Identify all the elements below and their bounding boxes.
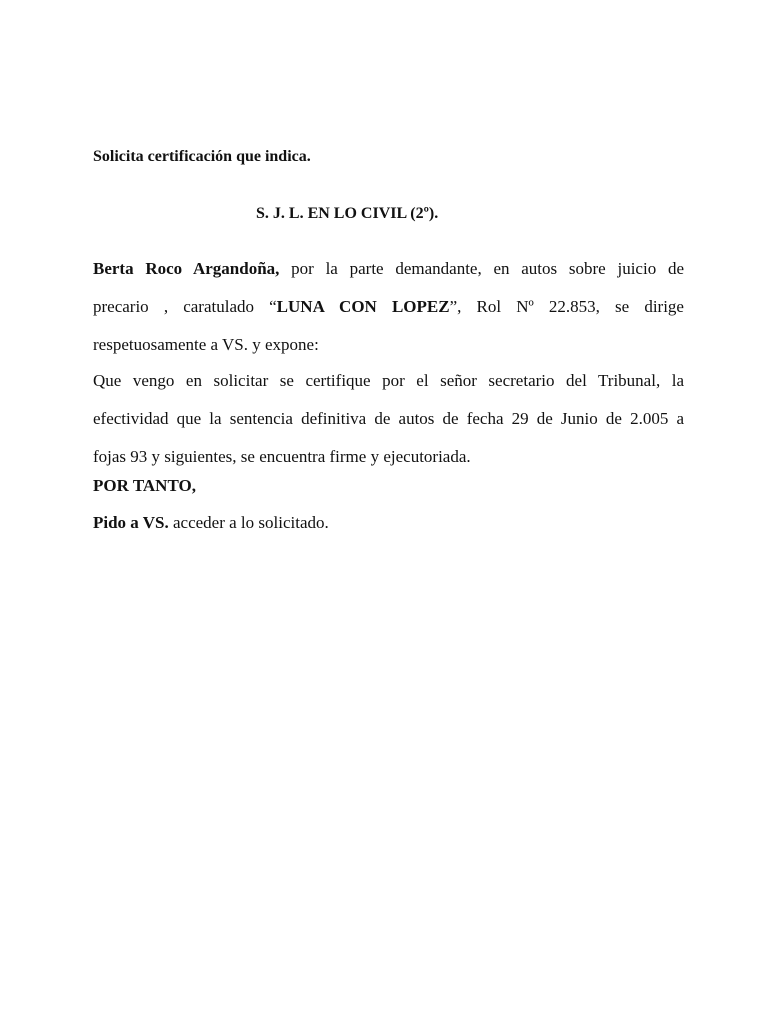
- paragraph-line: efectividad que la sentencia definitiva de autos de fecha 29 de Junio de 2.005 a: [93, 409, 684, 428]
- paragraph-text: por la parte demandante, en autos sobre juicio de: [279, 259, 684, 278]
- final-request-bold: Pido a VS.: [93, 513, 169, 532]
- document-subject: Solicita certificación que indica.: [93, 148, 311, 165]
- paragraph-text: ”, Rol Nº 22.853, se dirige: [449, 297, 684, 316]
- paragraph-line: Que vengo en solicitar se certifique por el señor secretario del Tribunal, la: [93, 371, 684, 390]
- case-title: LUNA CON LOPEZ: [276, 297, 450, 316]
- paragraph-text: precario , caratulado “: [93, 297, 277, 316]
- petitioner-name: Berta Roco Argandoña,: [93, 259, 280, 278]
- paragraph-line: fojas 93 y siguientes, se encuentra firme y ejecutoriada.: [93, 447, 471, 466]
- final-request: [93, 513, 329, 533]
- paragraph-line: [93, 250, 684, 288]
- paragraph-line: [93, 288, 684, 326]
- closing-phrase: POR TANTO,: [93, 476, 196, 495]
- final-request-text: acceder a lo solicitado.: [168, 513, 329, 532]
- paragraph-line: respetuosamente a VS. y expone:: [93, 335, 319, 354]
- paragraph-appearance: [93, 250, 684, 364]
- court-heading: S. J. L. EN LO CIVIL (2º).: [256, 205, 439, 222]
- paragraph-request: [93, 362, 684, 476]
